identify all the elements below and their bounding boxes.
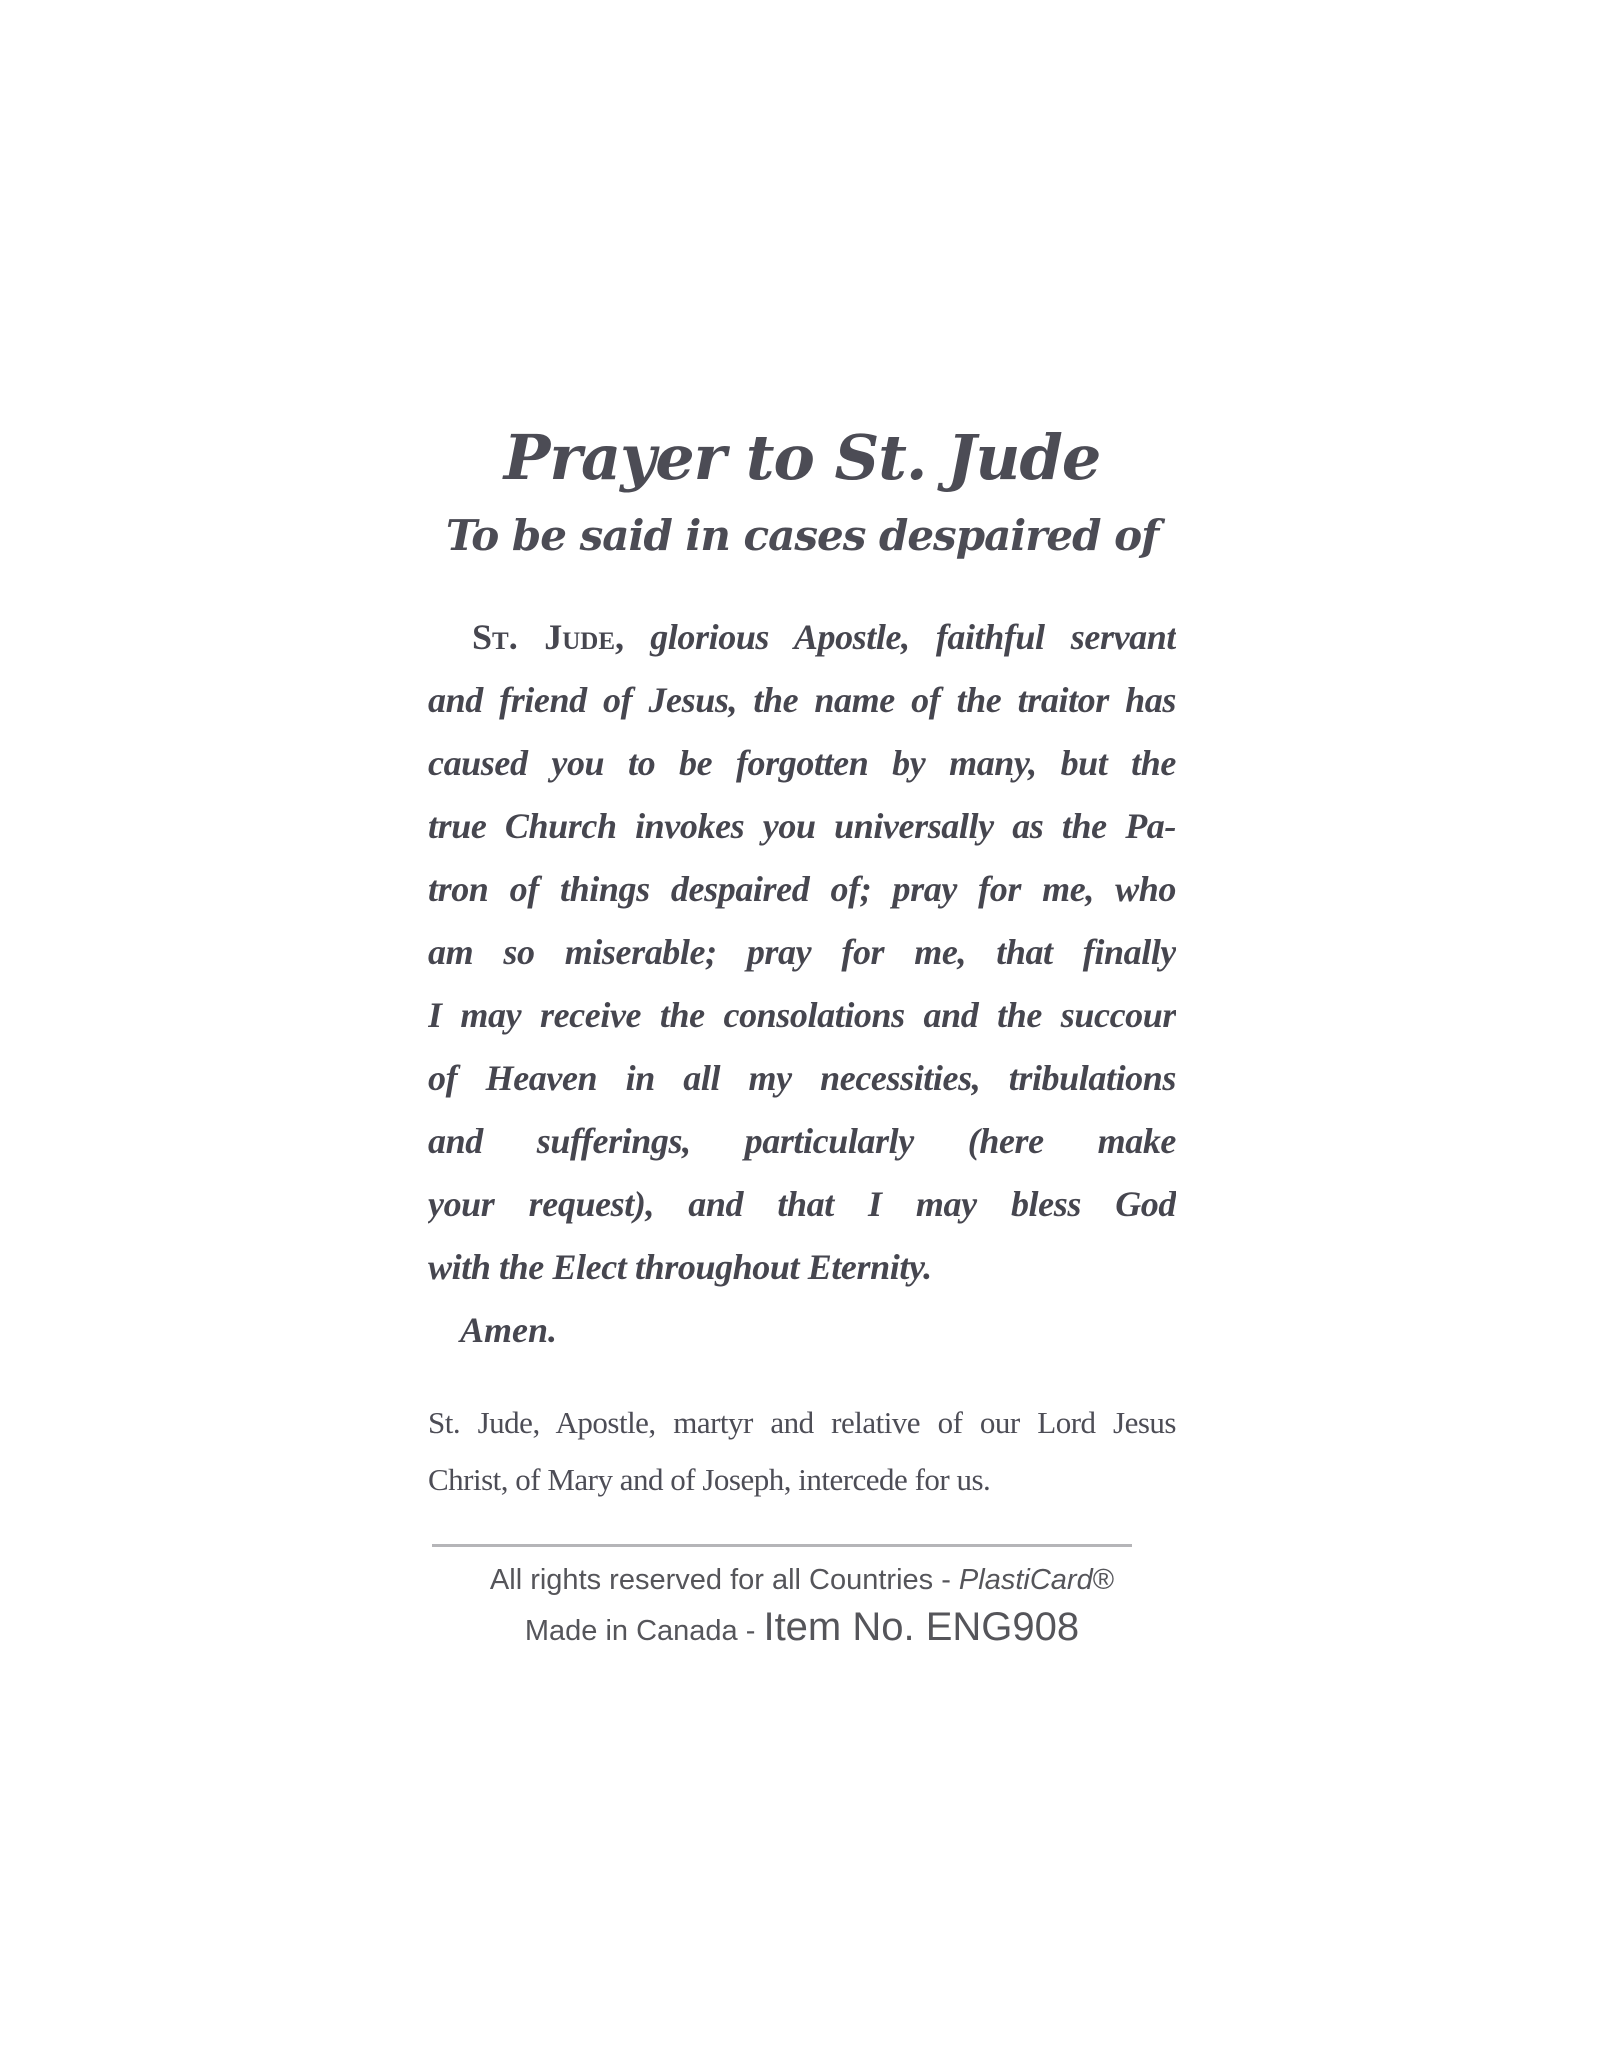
made-in-line xyxy=(428,1602,1176,1656)
prayer-line: true Church invokes you universally as the Pa- xyxy=(428,806,1176,846)
prayer-line: of Heaven in all my necessities, tribulations xyxy=(428,1058,1176,1098)
dedication-line: Christ, of Mary and of Joseph, intercede for us. xyxy=(428,1462,991,1497)
prayer-line: and sufferings, particularly (here make xyxy=(428,1121,1176,1161)
made-in-text: Made in Canada - xyxy=(524,1615,764,1647)
prayer-line: am so miserable; pray for me, that finally xyxy=(428,932,1176,972)
prayer-line xyxy=(428,606,1176,669)
page-title: Prayer to St. Jude xyxy=(503,421,1101,494)
registered-mark: ® xyxy=(1092,1564,1115,1596)
prayer-line: caused you to be forgotten by many, but the xyxy=(428,743,1176,783)
prayer-line: tron of things despaired of; pray for me, who xyxy=(428,869,1176,909)
prayer-card-content xyxy=(428,0,1176,2048)
amen-text: Amen. xyxy=(460,1310,558,1350)
page-subtitle: To be said in cases despaired of xyxy=(445,511,1159,560)
prayer-text xyxy=(428,606,1176,1362)
rights-line xyxy=(428,1558,1176,1602)
prayer-opening-smallcaps: St. Jude, xyxy=(472,617,625,657)
prayer-line: with the Elect throughout Eternity. xyxy=(428,1247,932,1287)
item-number: Item No. ENG908 xyxy=(763,1605,1080,1649)
prayer-line: I may receive the consolations and the succour xyxy=(428,995,1176,1035)
footer xyxy=(428,1558,1176,1656)
dedication-line: St. Jude, Apostle, martyr and relative of our Lord Jesus xyxy=(428,1405,1176,1440)
dedication-text xyxy=(428,1394,1176,1508)
prayer-line-text: glorious Apostle, faithful servant xyxy=(624,617,1176,657)
prayer-line: and friend of Jesus, the name of the traitor has xyxy=(428,680,1176,720)
rights-text: All rights reserved for all Countries - xyxy=(489,1564,959,1596)
prayer-line: your request), and that I may bless God xyxy=(428,1184,1176,1224)
footer-divider-line xyxy=(432,1544,1132,1547)
brand-name: PlastiCard xyxy=(958,1564,1093,1596)
